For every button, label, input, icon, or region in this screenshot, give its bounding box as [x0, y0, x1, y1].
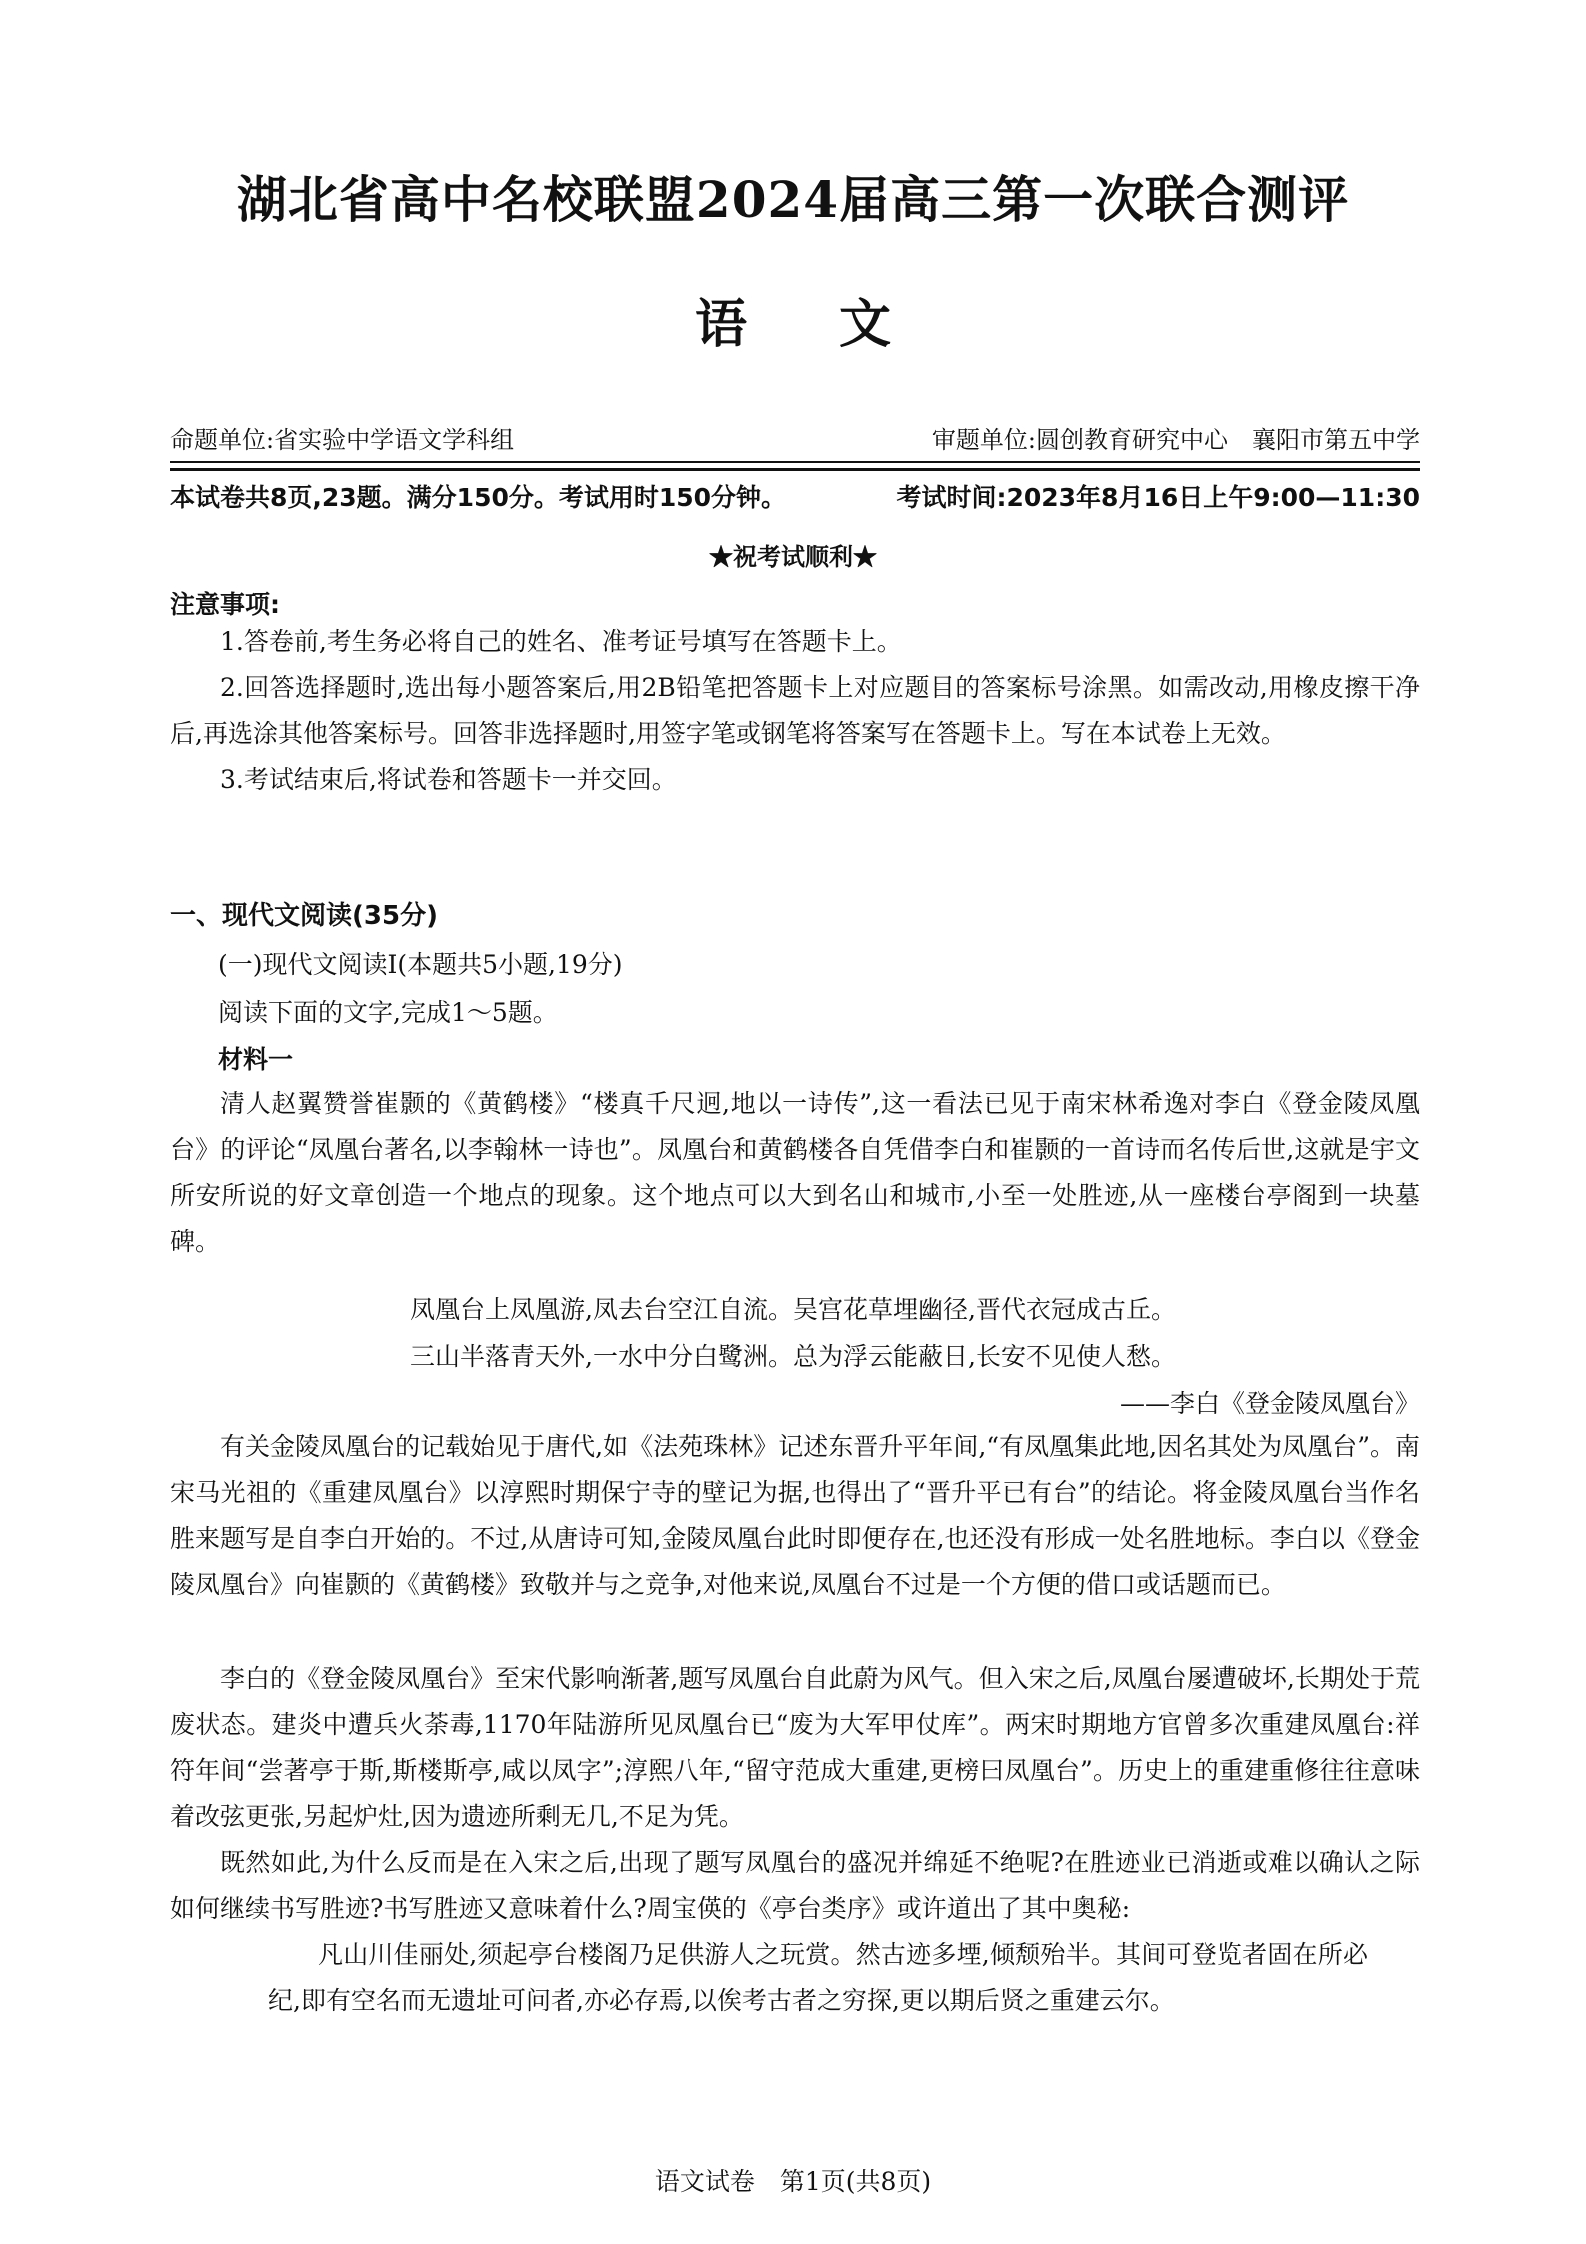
paper-info: 本试卷共8页,23题。满分150分。考试用时150分钟。 — [170, 483, 787, 512]
poem-line: 三山半落青天外,一水中分白鹭洲。总为浮云能蔽日,长安不见使人愁。 — [410, 1342, 1176, 1371]
passage-paragraph: 既然如此,为什么反而是在入宋之后,出现了题写凤凰台的盛况并绵延不绝呢?在胜迹业已消逝或难以确认之际如何继续书写胜迹?书写胜迹又意味着什么?周宝偀的《亭台类序》或许道出了其中奥秘: — [170, 1848, 1420, 1923]
passage-paragraph: 有关金陵凤凰台的记载始见于唐代,如《法苑珠林》记述东晋升平年间,“有凤凰集此地,因名其处为凤凰台”。南宋马光祖的《重建凤凰台》以淳熙时期保宁寺的壁记为据,也得出了“晋升平已有台”的结论。将金陵凤凰台当作名胜来题写是自李白开始的。不过,从唐诗可知,金陵凤凰台此时即便存在,也还没有形成一处名胜地标。李白以《登金陵凤凰台》向崔颢的《黄鹤楼》致敬并与之竞争,对他来说,凤凰台不过是一个方便的借口或话题而已。 — [170, 1432, 1420, 1599]
exam-title: 湖北省高中名校联盟2024届高三第一次联合测评 — [236, 170, 1350, 229]
quoted-text: 凡山川佳丽处,须起亭台楼阁乃足供游人之玩赏。然古迹多堙,倾颓殆半。其间可登览者固在所必纪,即有空名而无遗址可问者,亦必存焉,以俟考古者之穷探,更以期后贤之重建云尔。 — [268, 1940, 1368, 2015]
divider-thin — [170, 461, 1420, 463]
subject-title: 语文 — [694, 294, 983, 355]
passage-paragraph: 清人赵翼赞誉崔颢的《黄鹤楼》“楼真千尺迥,地以一诗传”,这一看法已见于南宋林希逸对李白《登金陵凤凰台》的评论“凤凰台著名,以李翰林一诗也”。凤凰台和黄鹤楼各自凭借李白和崔颢的一首诗而名传后世,这就是宇文所安所说的好文章创造一个地点的现象。这个地点可以大到名山和城市,小至一处胜迹,从一座楼台亭阁到一块墓碑。 — [170, 1089, 1420, 1256]
section-heading: 一、现代文阅读(35分) — [170, 901, 438, 931]
reading-instruction: 阅读下面的文字,完成1～5题。 — [218, 998, 558, 1027]
review-unit: 审题单位:圆创教育研究中心 襄阳市第五中学 — [931, 426, 1420, 454]
passage-paragraph: 李白的《登金陵凤凰台》至宋代影响渐著,题写凤凰台自此蔚为风气。但入宋之后,凤凰台屡遭破坏,长期处于荒废状态。建炎中遭兵火荼毒,1170年陆游所见凤凰台已“废为大军甲仗库”。两宋时期地方官曾多次重建凤凰台:祥符年间“尝著亭于斯,斯楼斯亭,咸以凤字”;淳熙八年,“留守范成大重建,更榜曰凤凰台”。历史上的重建重修往往意味着改弦更张,另起炉灶,因为遗迹所剩无几,不足为凭。 — [170, 1664, 1420, 1831]
page-footer: 语文试卷 第1页(共8页) — [654, 2167, 932, 2196]
poem-source: ——李白《登金陵凤凰台》 — [1119, 1389, 1420, 1418]
poem-line: 凤凰台上凤凰游,凤去台空江自流。吴宫花草埋幽径,晋代衣冠成古丘。 — [410, 1295, 1176, 1324]
setter-unit: 命题单位:省实验中学语文学科组 — [170, 426, 515, 454]
note-item: 2.回答选择题时,选出每小题答案后,用2B铅笔把答题卡上对应题目的答案标号涂黑。如需改动,用橡皮擦干净后,再选涂其他答案标号。回答非选择题时,用签字笔或钢笔将答案写在答题卡上。写在本试卷上无效。 — [170, 673, 1420, 748]
good-luck-banner: ★祝考试顺利★ — [709, 542, 877, 571]
sub-section-heading: (一)现代文阅读Ⅰ(本题共5小题,19分) — [218, 950, 623, 979]
note-item: 3.考试结束后,将试卷和答题卡一并交回。 — [220, 765, 677, 794]
note-item: 1.答卷前,考生务必将自己的姓名、准考证号填写在答题卡上。 — [220, 627, 902, 656]
divider-thick — [170, 468, 1420, 471]
notes-heading: 注意事项: — [170, 590, 280, 619]
notes-list — [170, 619, 1420, 803]
exam-time: 考试时间:2023年8月16日上午9:00—11:30 — [896, 483, 1420, 512]
material-label: 材料一 — [218, 1045, 294, 1074]
